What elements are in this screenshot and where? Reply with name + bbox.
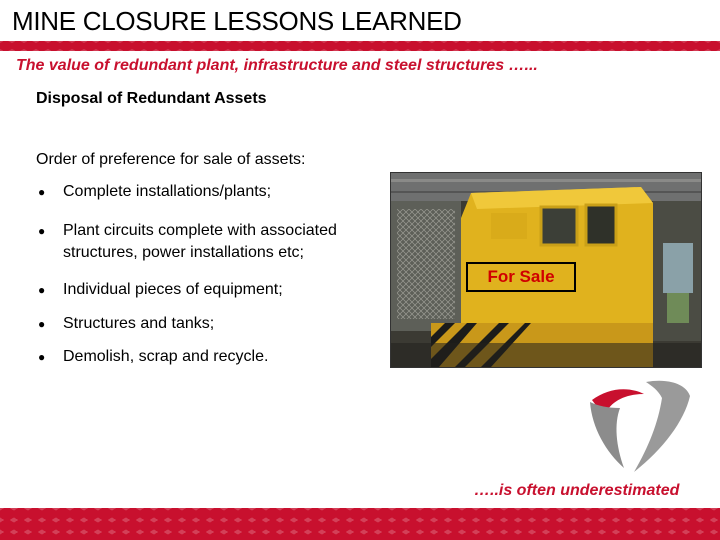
- bullet-dot-icon: ●: [38, 350, 46, 364]
- list-item: [36, 346, 396, 368]
- list-item-text-continued: structures, power installations etc;: [63, 244, 304, 261]
- list-item: [36, 279, 396, 301]
- list-item-text: Individual pieces of equipment;: [63, 281, 283, 298]
- bullet-dot-icon: ●: [38, 317, 46, 331]
- bullet-dot-icon: ●: [38, 185, 46, 199]
- for-sale-label: For Sale: [466, 262, 576, 292]
- company-logo-icon: [588, 378, 692, 479]
- list-item-text: Complete installations/plants;: [63, 183, 272, 200]
- list-item: [36, 313, 396, 335]
- section-heading: Disposal of Redundant Assets: [36, 90, 267, 107]
- list-item-text: Demolish, scrap and recycle.: [63, 348, 269, 365]
- top-red-band: [0, 41, 720, 51]
- bottom-red-band: [0, 508, 720, 540]
- list-item: [36, 220, 396, 264]
- list-item-text: Structures and tanks;: [63, 315, 215, 332]
- bullet-dot-icon: ●: [38, 224, 46, 238]
- list-item-text: Plant circuits complete with associated: [63, 222, 337, 239]
- list-item: [36, 181, 396, 203]
- slide-title: MINE CLOSURE LESSONS LEARNED: [12, 6, 462, 36]
- bullet-dot-icon: ●: [38, 283, 46, 297]
- slide-subtitle: The value of redundant plant, infrastructure and steel structures …...: [16, 57, 538, 74]
- intro-text: Order of preference for sale of assets:: [36, 151, 306, 168]
- tagline: …..is often underestimated: [474, 482, 680, 499]
